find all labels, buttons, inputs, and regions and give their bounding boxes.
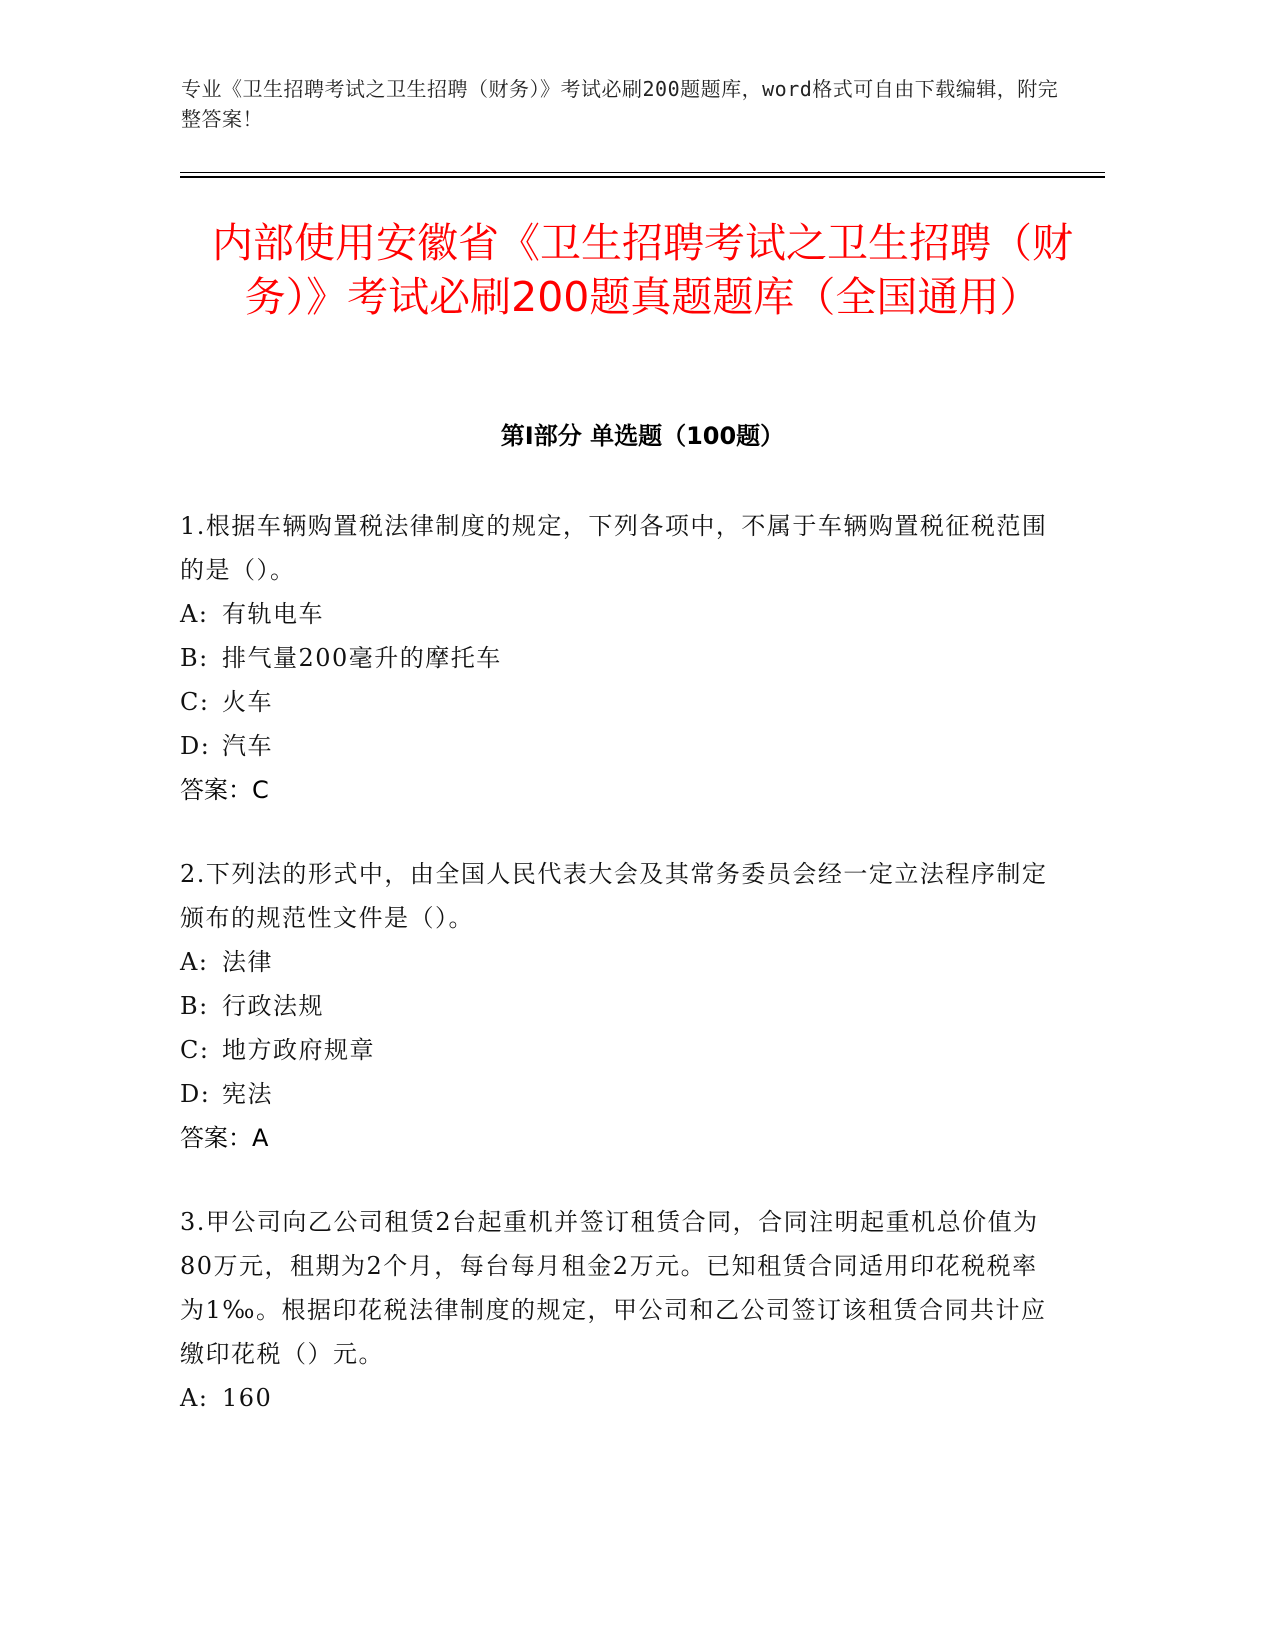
question-option: [180, 940, 1050, 984]
question-stem: 3.甲公司向乙公司租赁2台起重机并签订租赁合同，合同注明起重机总价值为80万元，租期为2个月，每台每月租金2万元。已知租赁合同适用印花税税率为1‰。根据印花税法律制度的规定，甲公司和乙公司签订该租赁合同共计应缴印花税（）元。: [180, 1208, 1047, 1368]
option-key: C:: [180, 1036, 210, 1064]
option-text: 有轨电车: [222, 600, 324, 628]
question-option: [180, 1376, 1050, 1420]
option-key: B:: [180, 992, 209, 1020]
question-answer: 答案：A: [180, 1124, 269, 1152]
option-text: 火车: [222, 688, 273, 716]
question-option: [180, 636, 1050, 680]
option-key: B:: [180, 644, 209, 672]
document-title: 内部使用安徽省《卫生招聘考试之卫生招聘（财务）》考试必刷200题真题题库（全国通用）: [212, 219, 1073, 321]
question-option: [180, 1028, 1050, 1072]
option-text: 行政法规: [222, 992, 324, 1020]
question-option: [180, 592, 1050, 636]
option-key: A:: [180, 948, 209, 976]
section-heading: 第Ⅰ部分 单选题（100题）: [500, 422, 785, 450]
option-key: D:: [180, 1080, 211, 1108]
option-text: 排气量200毫升的摩托车: [222, 644, 502, 672]
option-text: 160: [222, 1384, 273, 1412]
option-text: 汽车: [222, 732, 273, 760]
question-option: [180, 724, 1050, 768]
header-divider-thin: [180, 172, 1105, 173]
option-key: C:: [180, 688, 210, 716]
option-key: D:: [180, 732, 211, 760]
question-option: [180, 680, 1050, 724]
option-text: 法律: [222, 948, 273, 976]
question-item: [180, 1200, 1050, 1420]
question-option: [180, 1072, 1050, 1116]
question-answer: 答案：C: [180, 776, 269, 804]
header-note: 专业《卫生招聘考试之卫生招聘（财务）》考试必刷200题题库，word格式可自由下载编辑，附完整答案！: [181, 77, 1059, 131]
question-stem: 1.根据车辆购置税法律制度的规定，下列各项中，不属于车辆购置税征税范围的是（）。: [180, 512, 1048, 584]
option-key: A:: [180, 1384, 209, 1412]
option-text: 地方政府规章: [222, 1036, 375, 1064]
question-stem: 2.下列法的形式中，由全国人民代表大会及其常务委员会经一定立法程序制定颁布的规范性文件是（）。: [180, 860, 1048, 932]
header-divider-thick: [180, 176, 1105, 178]
option-text: 宪法: [222, 1080, 273, 1108]
question-option: [180, 984, 1050, 1028]
option-key: A:: [180, 600, 209, 628]
question-item: [180, 504, 1050, 812]
question-item: [180, 852, 1050, 1160]
